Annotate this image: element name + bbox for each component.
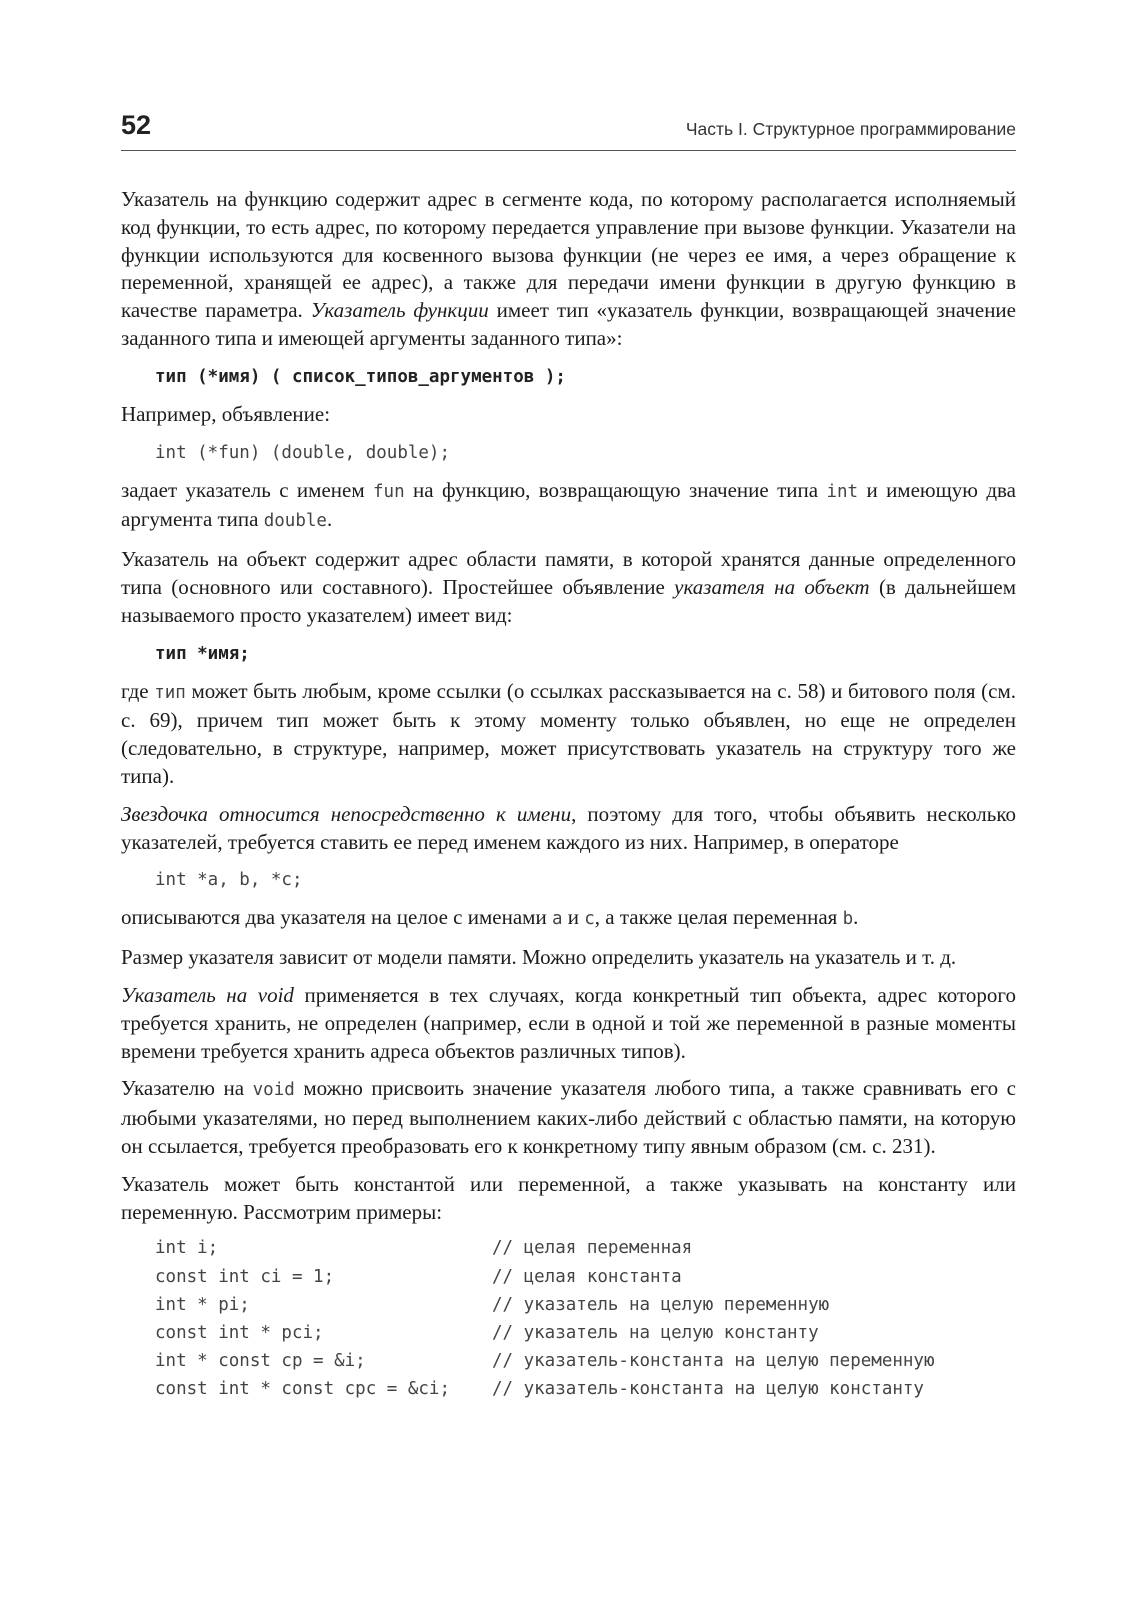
- paragraph-fun-explanation: задает указатель с именем fun на функцию, возвращающую значение типа int и имеющую два аргумента типа double.: [121, 477, 1016, 532]
- code-comment: // указатель на целую константу: [492, 1322, 819, 1343]
- code-statement: const int * pci;: [155, 1322, 324, 1343]
- code-statement: int * const cp = &i;: [155, 1351, 366, 1372]
- page-body: [121, 186, 1016, 1404]
- code-example-row: [155, 1347, 1016, 1375]
- inline-code: b: [842, 909, 854, 930]
- paragraph-void-pointer: Указатель на void применяется в тех случаях, когда конкретный тип объекта, адрес которого требуется хранить, не определен (например, если в одной и той же переменной в разные моменты времени требуется хранить адреса объектов различных типов).: [121, 982, 1016, 1063]
- paragraph-const-examples-intro: Указатель может быть константой или переменной, а также указывать на константу или переменную. Рассмотрим примеры:: [121, 1171, 1016, 1224]
- code-comment: // целая константа: [492, 1266, 682, 1287]
- term-object-pointer: указателя на объект: [674, 574, 870, 599]
- paragraph-example-intro: Например, объявление:: [121, 401, 331, 426]
- code-comment: // целая переменная: [492, 1238, 693, 1259]
- term-asterisk: Звездочка относится непосредственно к имени: [121, 801, 572, 826]
- paragraph-void-assignment: Указателю на void можно присвоить значение указателя любого типа, а также сравнивать его с любыми указателями, но перед выполнением каких-либо действий с областью памяти, на которую он ссылается, требуется преобразовать его к конкретному типу явным образом (см. с. 231).: [121, 1076, 1016, 1158]
- inline-code: a: [551, 909, 563, 930]
- term-function-pointer: Указатель функции: [310, 298, 489, 323]
- code-example-row: [155, 1291, 1016, 1319]
- code-statement: int * pi;: [155, 1294, 250, 1315]
- inline-code: double: [263, 511, 327, 532]
- page-header: [121, 110, 1016, 151]
- code-syntax-function-pointer: тип (*имя) ( список_типов_аргументов );: [155, 366, 566, 387]
- inline-code: c: [584, 909, 595, 930]
- code-example-row: [155, 1234, 1016, 1262]
- code-comment: // указатель-константа на целую переменную: [492, 1351, 935, 1372]
- paragraph-function-pointer: Указатель на функцию содержит адрес в сегменте кода, по которому располагается исполняемый код функции, то есть адрес, по которому передается управление при вызове функции. Указатели на функции используются для косвенного вызова функции (не через ее имя, а через обращение к переменной, хранящей ее адрес), а также для передачи имени функции в другую функцию в качестве параметра. Указатель функции имеет тип «указатель функции, возвращающей значение заданного типа и имеющей аргументы заданного типа»:: [121, 187, 1016, 350]
- code-statement: const int * const cpc = &ci;: [155, 1379, 451, 1400]
- code-example-row: [155, 1375, 1016, 1403]
- code-examples-table: [121, 1234, 1016, 1403]
- code-comment: // указатель-константа на целую константу: [492, 1379, 924, 1400]
- paragraph-pointer-size: Размер указателя зависит от модели памяти. Можно определить указатель на указатель и т. д.: [121, 945, 957, 970]
- inline-code: int: [826, 481, 859, 502]
- paragraph-object-pointer: Указатель на объект содержит адрес области памяти, в которой хранятся данные определенного типа (основного или составного). Простейшее объявление указателя на объект (в дальнейшем называемого просто указателем) имеет вид:: [121, 547, 1017, 627]
- inline-code: void: [252, 1080, 295, 1101]
- code-comment: // указатель на целую переменную: [492, 1294, 830, 1315]
- code-example-abc: int *a, b, *c;: [155, 870, 303, 891]
- paragraph-asterisk: Звездочка относится непосредственно к имени, поэтому для того, чтобы объявить несколько указателей, требуется ставить ее перед именем каждого из них. Например, в операторе: [121, 801, 1016, 854]
- code-example-row: [155, 1263, 1016, 1291]
- paragraph-abc-explanation: описываются два указателя на целое с именами a и c, а также целая переменная b.: [121, 905, 859, 930]
- code-example-row: [155, 1319, 1016, 1347]
- code-syntax-object-pointer: тип *имя;: [155, 643, 250, 664]
- paragraph-type-restrictions: где тип может быть любым, кроме ссылки (о ссылках рассказывается на с. 58) и битового поля (см. с. 69), причем тип может быть к этому моменту только объявлен, но еще не определен (следовательно, в структуре, например, может присутствовать указатель на структуру того же типа).: [121, 678, 1016, 788]
- code-statement: int i;: [155, 1238, 219, 1259]
- running-title: Часть I. Структурное программирование: [685, 119, 1016, 139]
- inline-code: тип: [154, 682, 186, 703]
- inline-code: fun: [373, 481, 405, 502]
- code-statement: const int ci = 1;: [155, 1266, 335, 1287]
- term-void-pointer: Указатель на void: [121, 982, 294, 1007]
- code-example-fun: int (*fun) (double, double);: [155, 442, 451, 463]
- page-number: 52: [121, 110, 152, 140]
